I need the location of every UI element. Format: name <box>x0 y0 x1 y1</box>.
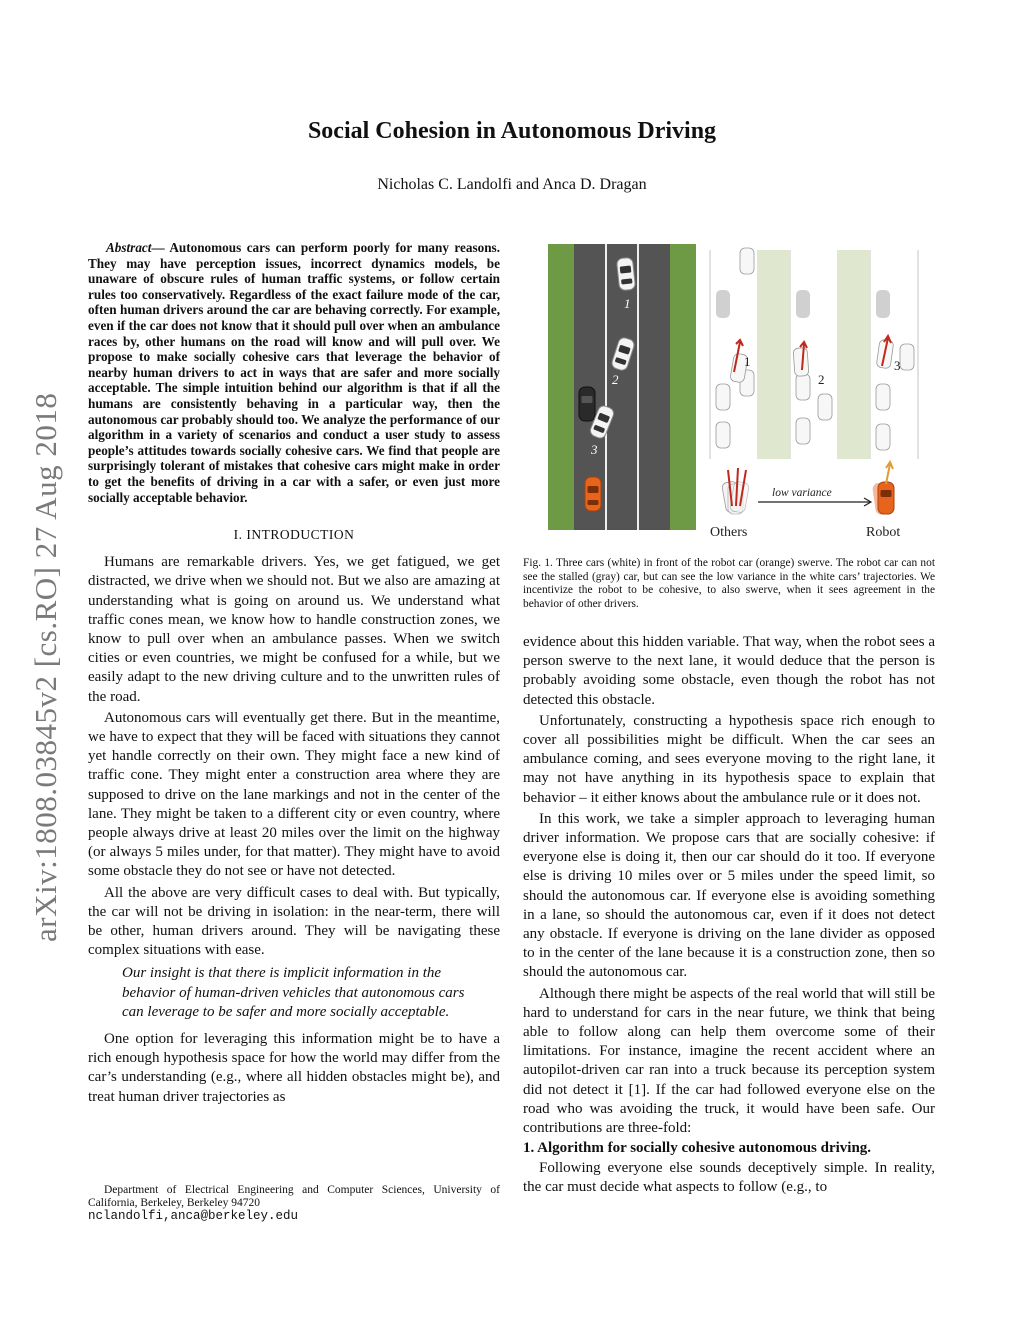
abstract <box>88 240 500 505</box>
left-column <box>88 240 500 1109</box>
intro-paragraph-3: All the above are very difficult cases to deal with. But typically, the car will not be driving in isolation: in the near-term, there will be other, human drivers around. They will be navigating these complex situations with ease. <box>88 884 500 959</box>
road-label-1: 1 <box>624 296 631 311</box>
footnote-email: nclandolfi,anca@berkeley.edu <box>88 1209 299 1224</box>
paper-authors: Nicholas C. Landolfi and Anca D. Dragan <box>377 176 647 193</box>
intro-paragraph-2: Autonomous cars will eventually get there. But in the meantime, we have to expect that they will be faced with situations they cannot yet handle correctly on their own. They might face a new kind of traffic cone. They might enter a construction area where they are supposed to drive on the lane markings and not in the center of the lane. They might be taken to a different city or even country, where people always drive at least 20 miles over the limit on the highway (or always 5 miles under, for that matter). They might have to avoid some obstacle they do not see or have not detected. <box>88 709 500 880</box>
road-label-3: 3 <box>591 442 598 457</box>
paper-title: Social Cohesion in Autonomous Driving <box>307 118 717 144</box>
lane-shoulder-1 <box>758 250 790 459</box>
white-car-1 <box>616 257 635 290</box>
right-paragraph-1: evidence about this hidden variable. That way, when the robot sees a person swerve to the next lane, it would deduce that the person is probably avoiding some obstacle, even though the robot has not detected this obstacle. <box>523 634 935 708</box>
right-paragraph-3: In this work, we take a simpler approach to leveraging human driver information. We propose cars that are socially cohesive: if everyone else is doing it, then our car should do it too. If everyone else is driving 10 miles over or 5 miles under the speed limit, so should the autonomous car. If everyone else is avoiding something in a lane, so should the autonomous car, even if it does not detect any obstacle. If everyone is driving on the lane divider as opposed to in the center of the lane because it is a construction zone, then so should the autonomous car. <box>523 810 935 981</box>
grass-left <box>548 244 574 530</box>
lane-label-3: 3 <box>894 358 901 373</box>
figure-1 <box>548 244 936 544</box>
insight-quote: Our insight is that there is implicit information in the behavior of human-driven vehicles that autonomous cars can leverage to be safer and more socially acceptable. <box>122 965 465 1020</box>
right-paragraph-5: Following everyone else sounds deceptively simple. In reality, the car must decide what aspects to follow (e.g., to <box>523 1160 935 1196</box>
robot-arrow <box>886 462 893 484</box>
contribution-heading-1: 1. Algorithm for socially cohesive autonomous driving. <box>523 1140 872 1157</box>
abstract-lead: Abstract <box>106 240 152 255</box>
intro-paragraph-4: One option for leveraging this information might be to have a rich enough hypothesis space for how the world may differ from the car’s understanding (e.g., where all hidden obstacles might be), and treat human driver trajectories as <box>88 1030 500 1105</box>
figure-1-caption: Fig. 1. Three cars (white) in front of the robot car (orange) swerve. The robot car can not see the stalled (gray) car, but can see the low variance in the white cars’ trajectories. We incentivize the robot to be cohesive, to also swerve, when it sees agreement in the behavior of other drivers. <box>523 557 935 610</box>
grass-right <box>670 244 696 530</box>
lane-shoulder-2 <box>838 250 870 459</box>
right-paragraph-2: Unfortunately, constructing a hypothesis space rich enough to cover all possibilities might be difficult. When the car sees an ambulance coming, and sees everyone moving to the right lane, it may not have anything in its hypothesis space to explain that behavior – it either knows about the ambulance rule or it does not. <box>523 712 935 806</box>
footnote-affiliation: Department of Electrical Engineering and Computer Sciences, University of California, Berkeley, Berkeley 94720 <box>88 1184 500 1210</box>
affiliation-footnote <box>88 1184 500 1224</box>
others-label: Others <box>710 525 748 540</box>
robot-car-road <box>585 477 601 511</box>
lane-label-1: 1 <box>744 354 751 369</box>
intro-paragraph-1: Humans are remarkable drivers. Yes, we get fatigued, we get distracted, we drive when we should not. But we also are amazing at understanding what is going on around us. We understand what traffic cones mean, we know how to handle construction zones, we know to pull over when an ambulance passes. When we switch cities or even countries, we might be confused for a while, but we easily adapt to the new driving culture and to the unwritten rules of the road. <box>88 554 500 705</box>
road-label-2: 2 <box>612 372 619 387</box>
robot-label: Robot <box>866 525 901 540</box>
arxiv-identifier: arXiv:1808.03845v2 [cs.RO] 27 Aug 2018 <box>28 392 63 942</box>
abstract-text: — Autonomous cars can perform poorly for many reasons. They may have perception issues, incorrect dynamics models, be unaware of obscure rules of human traffic systems, or follow certain rules too conservatively. Regardless of the exact failure mode of the car, often human drivers around the car are behaving correctly. For example, even if the car does not know that it should pull over when an ambulance races by, other humans on the road will know and will pull over. We propose to make socially cohesive cars that leverage the behavior of nearby human drivers to act in ways that are safer and more socially acceptable. The simple intuition behind our algorithm is that if all the humans are consistently behaving in a particular way, then the autonomous car probably should too. We analyze the performance of our algorithm in a variety of scenarios and conduct a user study to assess people’s attitudes towards socially cohesive cars. We find that people are surprisingly tolerant of mistakes that cohesive cars might make in order to get the benefits of driving in a car with a safer, or even just more socially acceptable behavior. <box>88 240 500 505</box>
gray-stalled-car <box>579 387 595 421</box>
right-column <box>523 633 935 1200</box>
lane-label-2: 2 <box>818 372 825 387</box>
robot-car-lanes <box>872 482 894 516</box>
right-paragraph-4: Although there might be aspects of the real world that will still be hard to understand for cars in the near future, we think that being able to follow along can help them overcome some of their limitations. For instance, imagine the recent accident where an autopilot-driven car ran into a truck because its perception system did not detect it [1]. If the car had followed everyone else on the road who was avoiding the truck, it would have been safe. Our contributions are three-fold: <box>523 985 935 1137</box>
low-variance-label: low variance <box>772 487 832 499</box>
section-heading-introduction: I. INTRODUCTION <box>233 527 355 543</box>
